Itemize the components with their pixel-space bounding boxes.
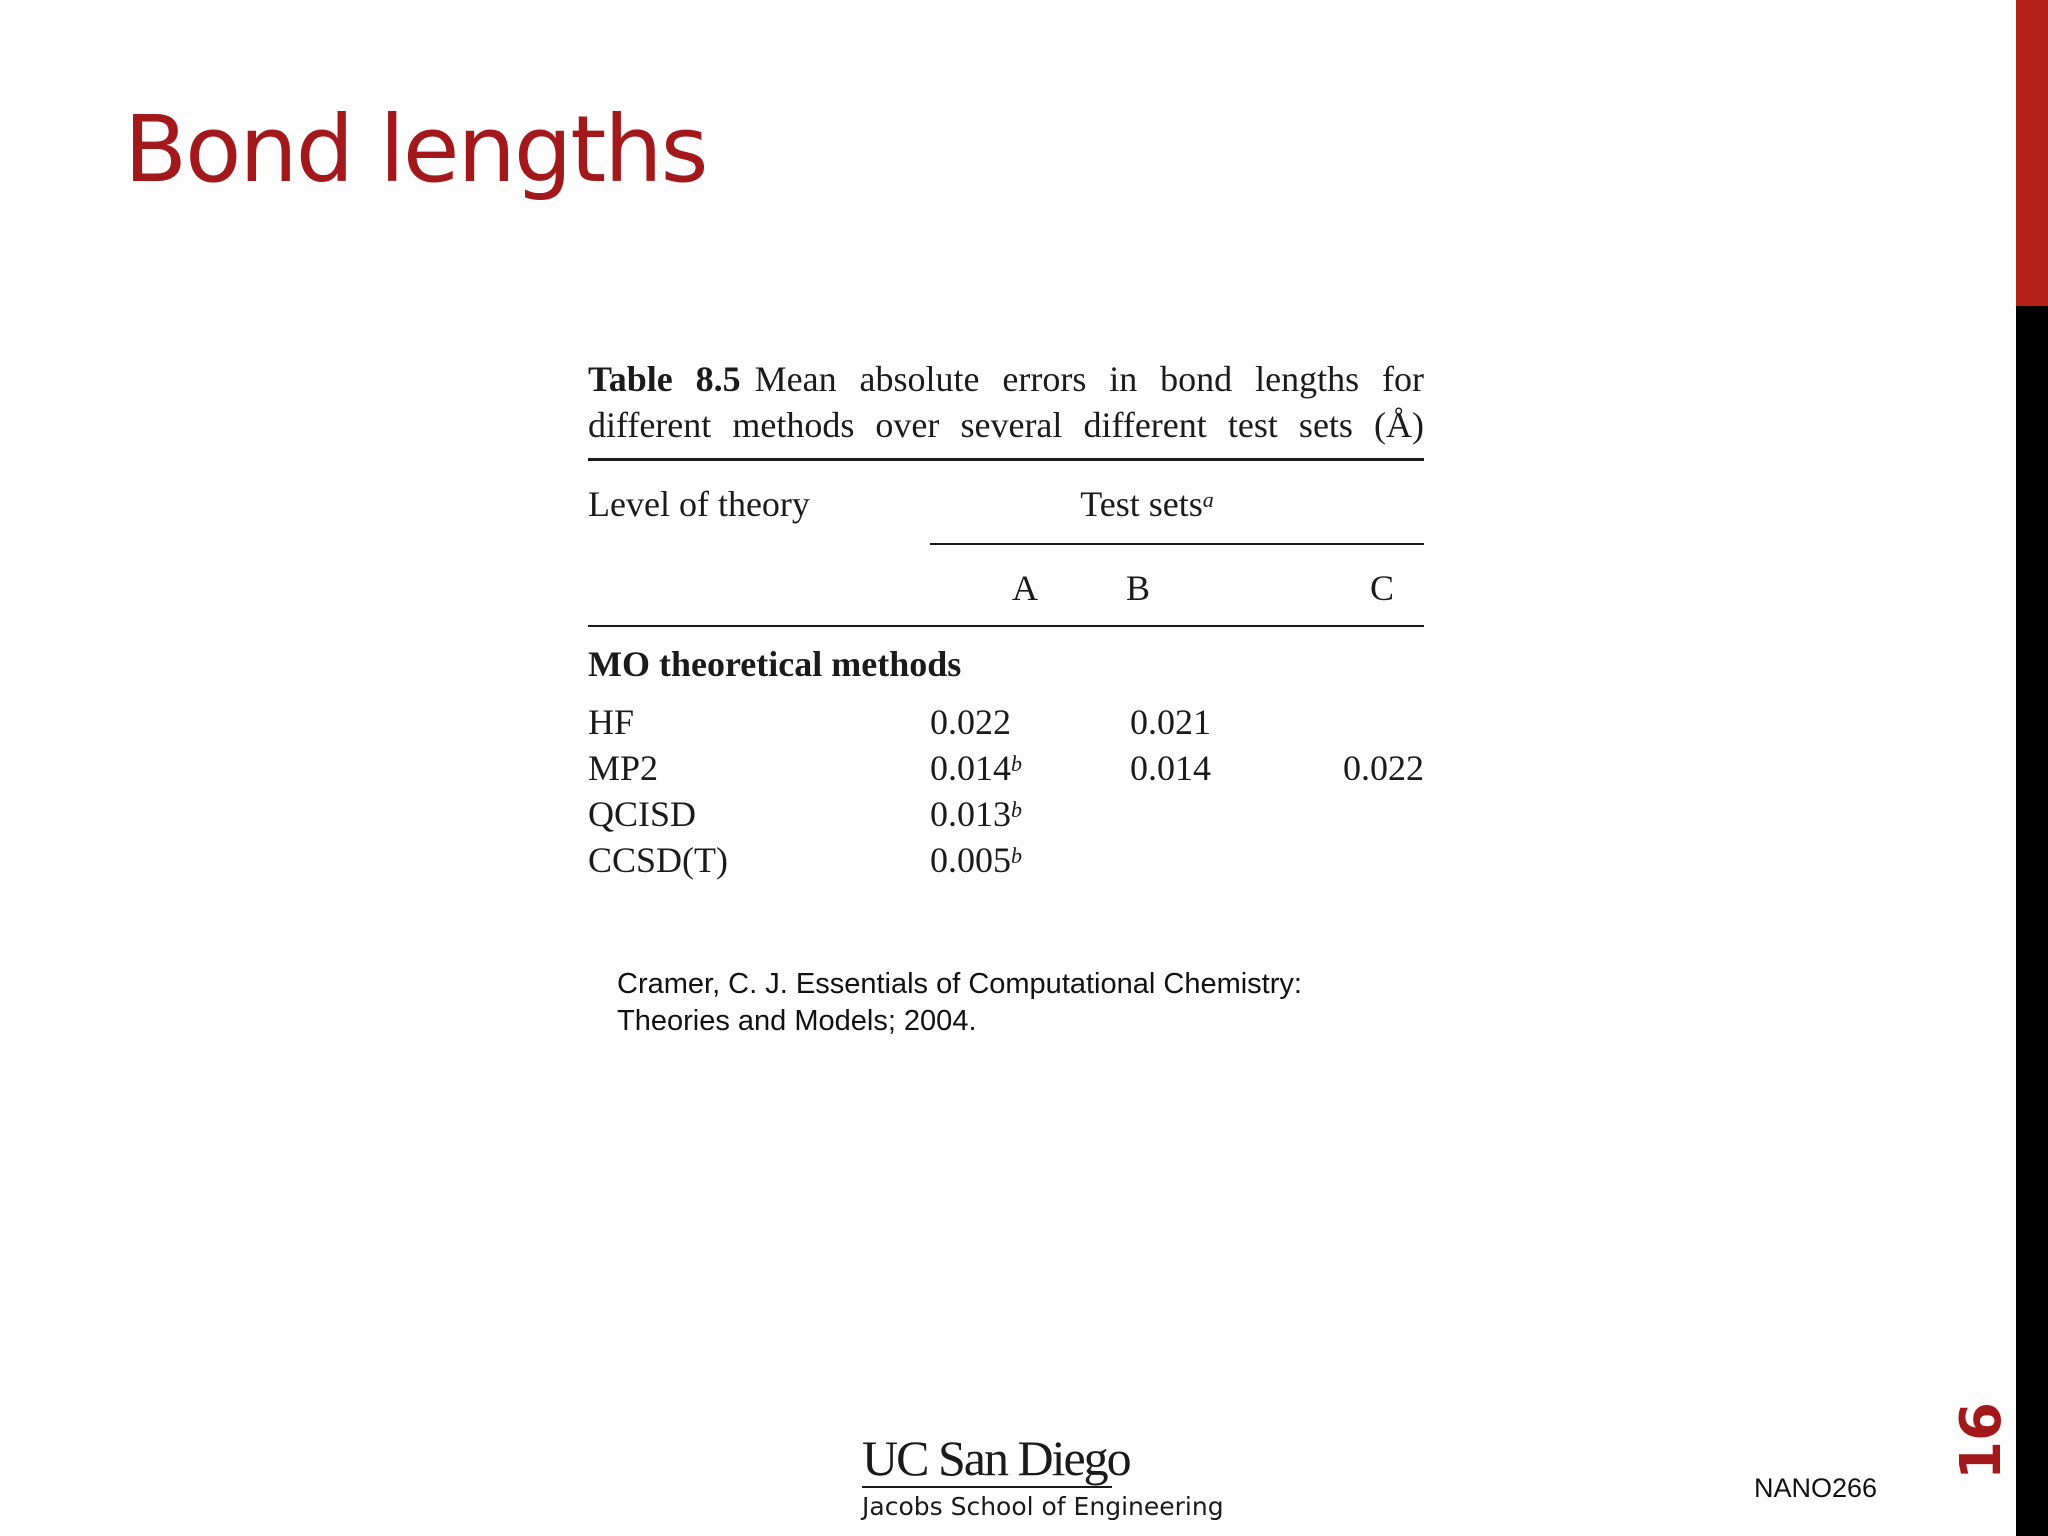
column-header-a: A [1012, 568, 1038, 608]
value-cell-a: 0.005$^b$ [930, 840, 1022, 880]
slide-title: Bond lengths [124, 96, 707, 203]
course-code: NANO266 [1754, 1473, 1878, 1503]
table-figure [588, 356, 1424, 883]
table-section-heading: MO theoretical methods [588, 644, 962, 684]
uc-san-diego-logo [862, 1432, 1224, 1522]
value-cell-a: 0.013$^b$ [930, 794, 1022, 834]
method-cell: CCSD(T) [588, 840, 729, 880]
value-cell-b: 0.021 [1130, 702, 1211, 742]
header-test-sets-label: Test sets [1080, 484, 1203, 524]
header-test-sets-footnote: a [1202, 487, 1214, 512]
table-caption-text: Mean absolute errors in bond lengths for different methods over several different test sets (Å) [588, 359, 1424, 445]
value-cell-a: 0.022 [930, 702, 1011, 742]
method-cell: MP2 [588, 748, 659, 788]
method-cell: QCISD [588, 794, 697, 834]
table-subheader-row [588, 545, 1424, 625]
citation [617, 966, 1302, 1040]
column-header-b: B [1125, 568, 1150, 608]
logo-sub-text: Jacobs School of Engineering [862, 1492, 1224, 1521]
side-bar-accent [2016, 0, 2048, 306]
test-sets-rule [930, 543, 1424, 545]
slide-number: 16 [1949, 1402, 2014, 1480]
table-row [588, 745, 1424, 791]
logo-main-text: UC San Diego [862, 1430, 1130, 1486]
citation-line-2: Theories and Models; 2004. [617, 1005, 977, 1037]
side-bar [2016, 0, 2048, 1536]
header-level-of-theory: Level of theory [588, 484, 810, 524]
table-header-row [588, 461, 1424, 545]
value-cell-c: 0.022 [1343, 748, 1424, 788]
logo-rule [862, 1486, 1112, 1488]
table-row [588, 699, 1424, 745]
value-cell-a: 0.014$^b$ [930, 748, 1022, 788]
header-test-sets-group [930, 481, 1424, 545]
table-row [588, 791, 1424, 837]
table-caption-number: Table 8.5 [588, 359, 741, 399]
method-cell: HF [588, 702, 635, 742]
value-cell-b: 0.014 [1130, 748, 1211, 788]
column-header-c: C [1369, 568, 1394, 608]
header-test-sets [930, 481, 1424, 543]
table-caption [588, 356, 1424, 448]
table-row [588, 837, 1424, 883]
citation-line-1: Cramer, C. J. Essentials of Computational Chemistry: [617, 968, 1302, 1000]
